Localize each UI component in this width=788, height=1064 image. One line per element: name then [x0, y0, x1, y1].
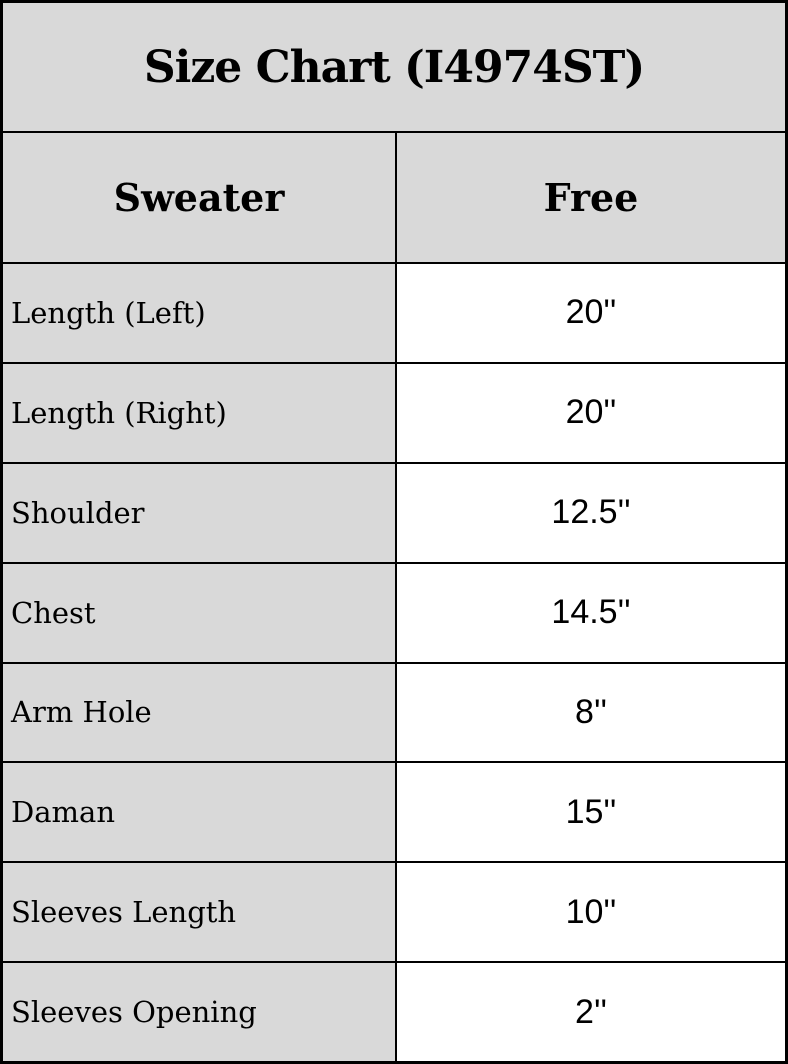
size-chart-title-row [3, 3, 785, 131]
row-label-arm-hole: Arm Hole [3, 664, 397, 762]
row-label-length-right: Length (Right) [3, 364, 397, 462]
table-row [3, 761, 785, 861]
table-row [3, 662, 785, 762]
row-value-length-left: 20'' [397, 264, 785, 362]
table-row [3, 462, 785, 562]
row-label-sleeves-opening: Sleeves Opening [3, 963, 397, 1061]
header-cell-sweater: Sweater [3, 133, 397, 262]
header-cell-free: Free [397, 133, 785, 262]
row-label-sleeves-length: Sleeves Length [3, 863, 397, 961]
row-value-shoulder: 12.5'' [397, 464, 785, 562]
table-row [3, 362, 785, 462]
row-label-length-left: Length (Left) [3, 264, 397, 362]
table-row [3, 961, 785, 1061]
table-row [3, 562, 785, 662]
row-value-sleeves-opening: 2'' [397, 963, 785, 1061]
table-row [3, 262, 785, 362]
row-label-chest: Chest [3, 564, 397, 662]
row-label-daman: Daman [3, 763, 397, 861]
table-row [3, 861, 785, 961]
row-value-length-right: 20'' [397, 364, 785, 462]
size-chart-header-row [3, 131, 785, 262]
row-value-chest: 14.5'' [397, 564, 785, 662]
row-label-shoulder: Shoulder [3, 464, 397, 562]
row-value-arm-hole: 8'' [397, 664, 785, 762]
size-chart-title: Size Chart (I4974ST) [143, 41, 645, 93]
row-value-sleeves-length: 10'' [397, 863, 785, 961]
row-value-daman: 15'' [397, 763, 785, 861]
